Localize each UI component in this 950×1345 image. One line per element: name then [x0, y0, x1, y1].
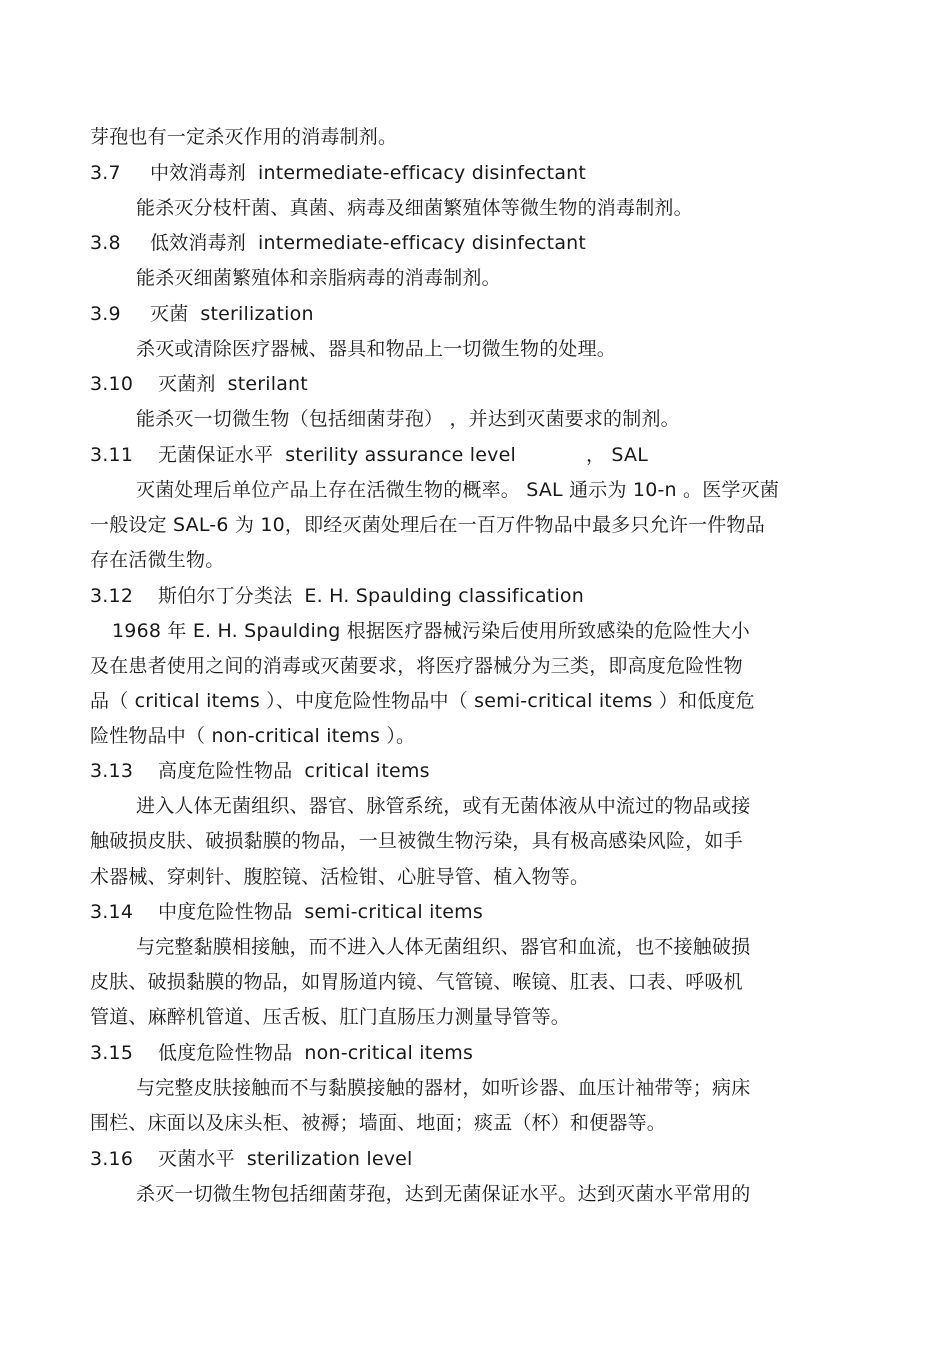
body-line: 及在患者使用之间的消毒或灭菌要求，将医疗器械分为三类，即高度危险性物 [90, 655, 743, 677]
body-line: 管道、麻醉机管道、压舌板、肛门直肠压力测量导管等。 [90, 1006, 571, 1028]
body-line: 一般设定 SAL-6 为 10，即经灭菌处理后在一百万件物品中最多只允许一件物品 [90, 514, 765, 536]
section-heading-3-13 [90, 759, 870, 783]
term-chinese: 低效消毒剂 [150, 232, 247, 254]
section-number: 3.7 [90, 162, 121, 184]
section-heading-3-9 [90, 302, 870, 326]
term-english: non-critical items [304, 1042, 474, 1064]
body-line: 存在活微生物。 [90, 549, 225, 571]
section-number: 3.14 [90, 901, 134, 923]
term-chinese: 斯伯尔丁分类法 [158, 585, 293, 607]
term-english: critical items [304, 760, 430, 782]
term-english: sterilant [227, 373, 308, 395]
body-line: 品（ critical items ）、中度危险性物品中（ semi-critical items ）和低度危 [90, 690, 755, 712]
body-line: 触破损皮肤、破损黏膜的物品，一旦被微生物污染，具有极高感染风险，如手 [90, 830, 743, 852]
term-english: sterilization level [246, 1148, 413, 1170]
body-line: 1968 年 E. H. Spaulding 根据医疗器械污染后使用所致感染的危险性大小 [112, 620, 750, 642]
section-heading-3-11 [90, 443, 870, 467]
body-line: 与完整黏膜相接触，而不进入人体无菌组织、器官和血流，也不接触破损 [136, 936, 751, 958]
body-line: 围栏、床面以及床头柜、被褥；墙面、地面；痰盂（杯）和便器等。 [90, 1112, 667, 1134]
term-abbreviation: ， SAL [585, 444, 649, 466]
term-english: E. H. Spaulding classification [304, 585, 584, 607]
body-line: 能杀灭一切微生物（包括细菌芽孢） ，并达到灭菌要求的制剂。 [136, 408, 680, 430]
term-chinese: 低度危险性物品 [158, 1042, 293, 1064]
term-english: sterility assurance level [285, 444, 516, 466]
term-chinese: 灭菌 [150, 303, 189, 325]
section-heading-3-10 [90, 372, 870, 396]
section-number: 3.12 [90, 585, 134, 607]
section-heading-3-16 [90, 1147, 870, 1171]
section-number: 3.9 [90, 303, 121, 325]
section-heading-3-14 [90, 900, 870, 924]
section-heading-3-8 [90, 231, 870, 255]
body-line: 皮肤、破损黏膜的物品，如胃肠道内镜、气管镜、喉镜、肛表、口表、呼吸机 [90, 971, 743, 993]
section-number: 3.16 [90, 1148, 134, 1170]
section-number: 3.8 [90, 232, 121, 254]
body-line: 杀灭一切微生物包括细菌芽孢，达到无菌保证水平。达到灭菌水平常用的 [136, 1183, 751, 1205]
term-chinese: 无菌保证水平 [158, 444, 274, 466]
body-line: 灭菌处理后单位产品上存在活微生物的概率。 SAL 通示为 10-n 。医学灭菌 [136, 479, 780, 501]
body-line: 与完整皮肤接触而不与黏膜接触的器材，如听诊器、血压计袖带等；病床 [136, 1077, 751, 1099]
term-chinese: 高度危险性物品 [158, 760, 293, 782]
section-number: 3.15 [90, 1042, 134, 1064]
body-line: 进入人体无菌组织、器官、脉管系统，或有无菌体液从中流过的物品或接 [136, 795, 751, 817]
body-line: 险性物品中（ non-critical items ）。 [90, 725, 416, 747]
term-english: semi-critical items [304, 901, 483, 923]
term-chinese: 灭菌水平 [158, 1148, 235, 1170]
term-chinese: 中效消毒剂 [150, 162, 247, 184]
section-number: 3.10 [90, 373, 134, 395]
section-number: 3.13 [90, 760, 134, 782]
body-line: 能杀灭分枝杆菌、真菌、病毒及细菌繁殖体等微生物的消毒制剂。 [136, 197, 693, 219]
term-chinese: 中度危险性物品 [158, 901, 293, 923]
body-line: 能杀灭细菌繁殖体和亲脂病毒的消毒制剂。 [136, 267, 501, 289]
body-line: 术器械、穿刺针、腹腔镜、活检钳、心脏导管、植入物等。 [90, 866, 590, 888]
section-heading-3-7 [90, 161, 870, 185]
term-english: intermediate-efficacy disinfectant [258, 232, 587, 254]
section-heading-3-12 [90, 584, 870, 608]
body-line: 芽孢也有一定杀灭作用的消毒制剂。 [90, 126, 398, 148]
section-number: 3.11 [90, 444, 134, 466]
section-heading-3-15 [90, 1041, 870, 1065]
term-english: sterilization [200, 303, 314, 325]
body-line: 杀灭或清除医疗器械、器具和物品上一切微生物的处理。 [136, 338, 617, 360]
term-chinese: 灭菌剂 [158, 373, 216, 395]
term-english: intermediate-efficacy disinfectant [258, 162, 587, 184]
